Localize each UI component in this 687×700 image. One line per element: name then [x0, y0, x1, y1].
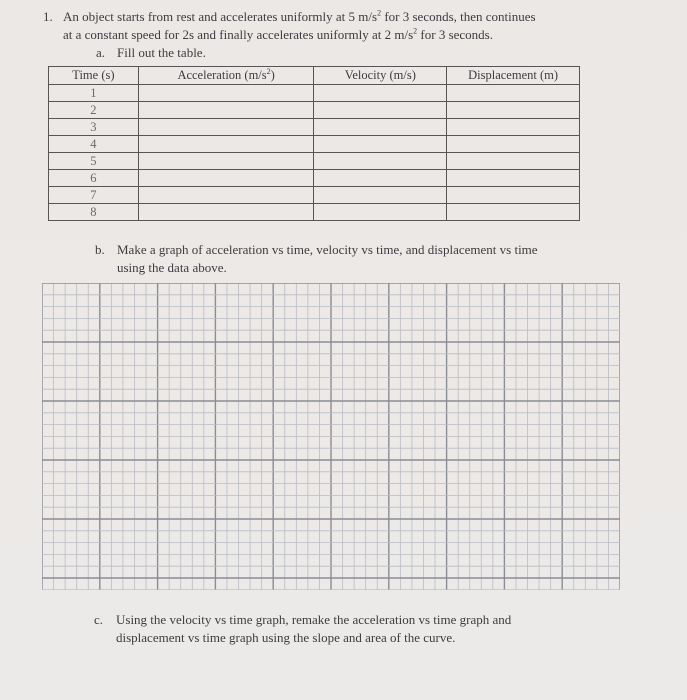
table-header-row	[49, 67, 580, 85]
table-row	[49, 85, 580, 102]
velocity-header: Velocity (m/s)	[314, 67, 447, 85]
time-cell: 3	[49, 119, 139, 136]
part-b-line-2: using the data above.	[117, 260, 227, 275]
part-c-line-2: displacement vs time graph using the slope and area of the curve.	[116, 630, 456, 645]
acceleration-header: Acceleration $(m/s^2)$	[138, 67, 314, 85]
displacement-cell[interactable]	[447, 170, 580, 187]
time-cell: 5	[49, 153, 139, 170]
acceleration-cell[interactable]	[138, 102, 314, 119]
velocity-cell[interactable]	[314, 204, 447, 221]
table-row	[49, 119, 580, 136]
velocity-cell[interactable]	[314, 119, 447, 136]
acceleration-cell[interactable]	[138, 119, 314, 136]
table-row	[49, 187, 580, 204]
displacement-cell[interactable]	[447, 119, 580, 136]
time-cell: 8	[49, 204, 139, 221]
part-c-label: c.	[94, 612, 104, 627]
acceleration-cell[interactable]	[138, 170, 314, 187]
table-row	[49, 102, 580, 119]
time-cell: 2	[49, 102, 139, 119]
displacement-cell[interactable]	[447, 153, 580, 170]
acceleration-cell[interactable]	[138, 85, 314, 102]
velocity-cell[interactable]	[314, 136, 447, 153]
acceleration-cell[interactable]	[138, 136, 314, 153]
question-line-1: An object starts from rest and accelerates uniformly at 5 $m/s^2$ for 3 seconds, then continues	[63, 8, 536, 24]
velocity-cell[interactable]	[314, 187, 447, 204]
velocity-cell[interactable]	[314, 153, 447, 170]
graph-paper[interactable]	[42, 283, 620, 590]
displacement-cell[interactable]	[447, 187, 580, 204]
displacement-cell[interactable]	[447, 204, 580, 221]
part-a-text: Fill out the table.	[117, 45, 206, 60]
table-row	[49, 153, 580, 170]
table-row	[49, 204, 580, 221]
part-b-label: b.	[95, 242, 105, 257]
part-a-label: a.	[96, 45, 106, 60]
acceleration-cell[interactable]	[138, 153, 314, 170]
displacement-cell[interactable]	[447, 85, 580, 102]
question-number: 1.	[43, 9, 53, 24]
time-cell: 7	[49, 187, 139, 204]
displacement-cell[interactable]	[447, 102, 580, 119]
acceleration-cell[interactable]	[138, 204, 314, 221]
time-cell: 4	[49, 136, 139, 153]
acceleration-cell[interactable]	[138, 187, 314, 204]
time-cell: 1	[49, 85, 139, 102]
time-header: Time (s)	[49, 67, 139, 85]
table-row	[49, 170, 580, 187]
velocity-cell[interactable]	[314, 170, 447, 187]
table-row	[49, 136, 580, 153]
velocity-cell[interactable]	[314, 85, 447, 102]
question-line-2: at a constant speed for 2s and finally accelerates uniformly at 2 $m/s^2$ for 3 seconds.	[63, 26, 493, 42]
time-cell: 6	[49, 170, 139, 187]
velocity-cell[interactable]	[314, 102, 447, 119]
part-b-line-1: Make a graph of acceleration vs time, velocity vs time, and displacement vs time	[117, 242, 538, 257]
part-c-line-1: Using the velocity vs time graph, remake the acceleration vs time graph and	[116, 612, 512, 627]
displacement-cell[interactable]	[447, 136, 580, 153]
displacement-header: Displacement (m)	[447, 67, 580, 85]
data-table	[48, 66, 580, 221]
